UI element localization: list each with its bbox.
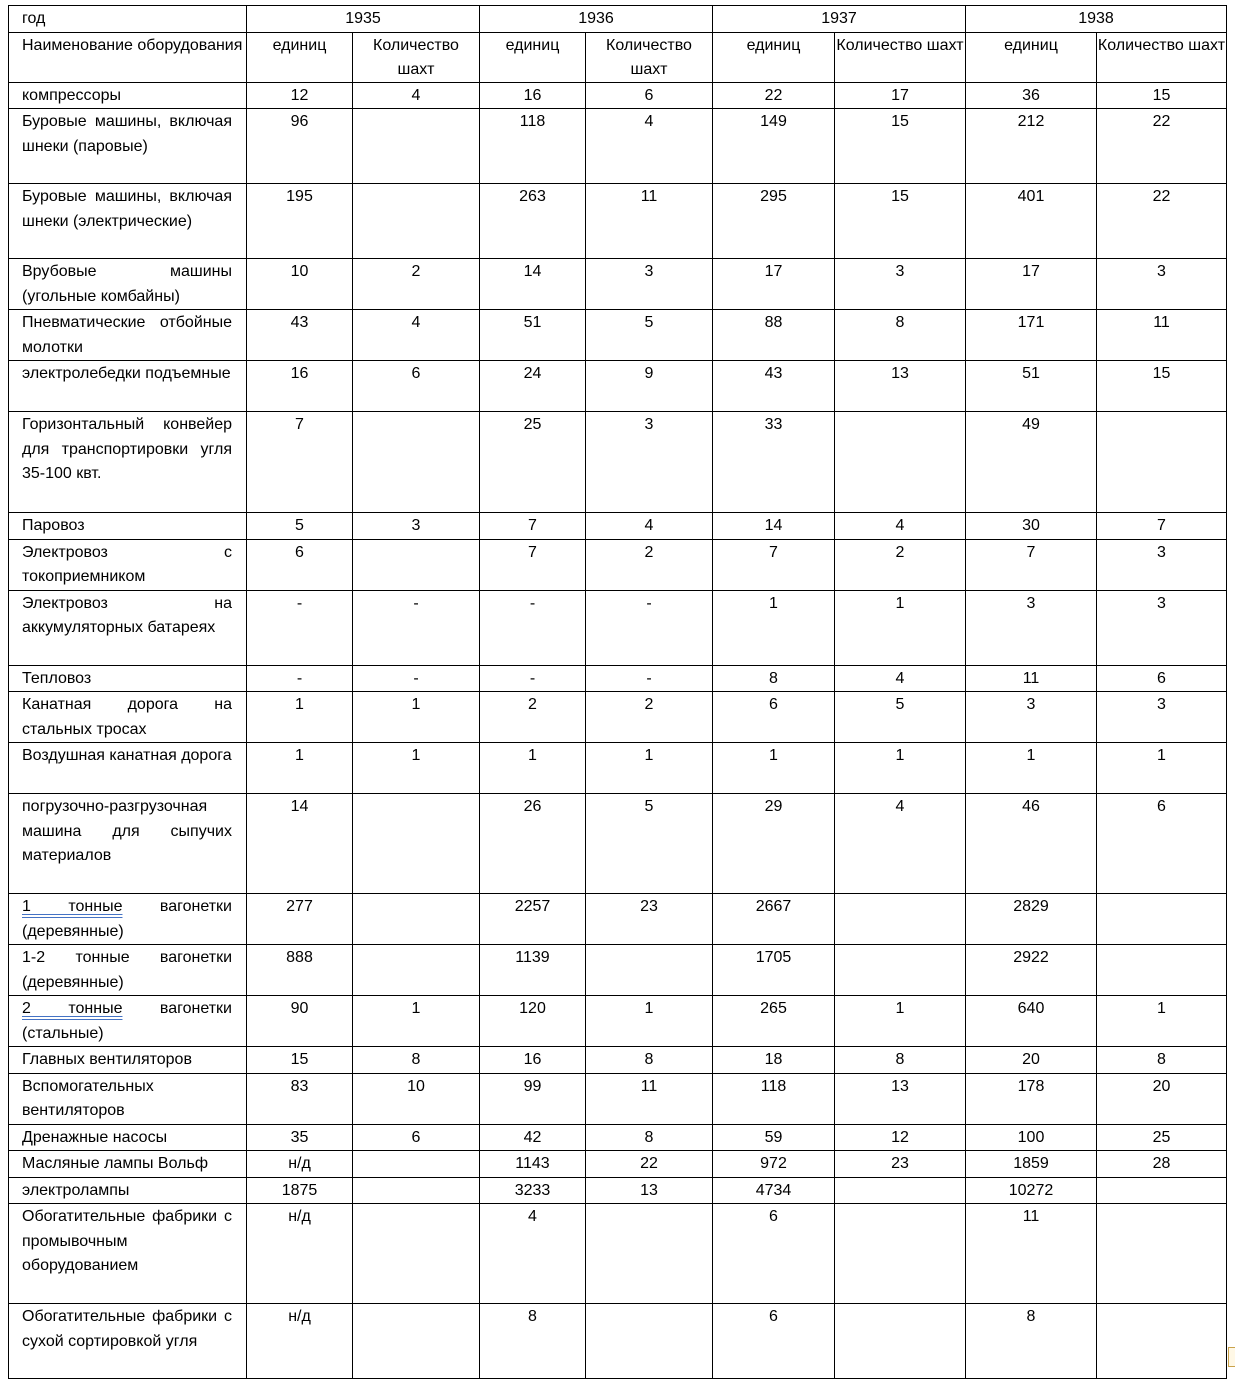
mines-cell: 5 [586, 794, 713, 894]
equipment-name-cell [9, 894, 247, 945]
mines-cell: - [353, 590, 480, 665]
mines-cell: 12 [835, 1124, 966, 1151]
mines-cell: 22 [1097, 109, 1227, 184]
equipment-name-cell [9, 996, 247, 1047]
units-cell: н/д [247, 1151, 353, 1178]
table-row [9, 310, 1227, 361]
units-cell: 120 [480, 996, 586, 1047]
year-1936: 1936 [480, 6, 713, 33]
mines-cell: 1 [353, 743, 480, 794]
mines-cell: - [586, 665, 713, 692]
underlined-text: 1 тонные [22, 898, 123, 915]
mines-header: Количество шахт [835, 32, 966, 82]
year-header-row [9, 6, 1227, 33]
mines-cell: 10 [353, 1073, 480, 1124]
mines-cell: 8 [586, 1124, 713, 1151]
equipment-name-cell [9, 513, 247, 540]
equipment-name-cell [9, 109, 247, 184]
units-cell: 16 [480, 82, 586, 109]
year-1937: 1937 [713, 6, 966, 33]
units-cell: 7 [480, 539, 586, 590]
mines-cell [1097, 1177, 1227, 1204]
equipment-name: Вспомогательных вентиляторов [22, 1077, 154, 1119]
equipment-name: Масляные лампы Вольф [22, 1155, 208, 1172]
mines-cell [835, 412, 966, 513]
mines-cell: 1 [586, 996, 713, 1047]
equipment-name: Тепловоз [22, 669, 92, 687]
mines-cell: 1 [835, 743, 966, 794]
units-cell: 1143 [480, 1151, 586, 1178]
units-cell: 1875 [247, 1177, 353, 1204]
table-row [9, 1073, 1227, 1124]
mines-cell: 6 [586, 82, 713, 109]
table-row [9, 1204, 1227, 1304]
mines-cell: 1 [353, 996, 480, 1047]
units-cell: 10272 [966, 1177, 1097, 1204]
equipment-name-cell [9, 1177, 247, 1204]
units-cell: 99 [480, 1073, 586, 1124]
mines-cell [353, 109, 480, 184]
equipment-name-cell [9, 590, 247, 665]
equipment-name-cell [9, 1047, 247, 1074]
units-cell: 24 [480, 361, 586, 412]
equipment-name: Обогатительные фабрики с сухой сортировкой угля [22, 1308, 232, 1350]
mines-cell: 1 [1097, 996, 1227, 1047]
mines-cell: 3 [1097, 692, 1227, 743]
units-cell: 7 [247, 412, 353, 513]
mines-cell: 11 [586, 1073, 713, 1124]
table-row [9, 996, 1227, 1047]
mines-cell [1097, 945, 1227, 996]
units-cell: 14 [247, 794, 353, 894]
units-cell: 33 [713, 412, 835, 513]
mines-cell [353, 1304, 480, 1379]
units-cell: - [247, 590, 353, 665]
equipment-name: Горизонтальный конвейер для транспортировки угля 35-100 квт. [22, 416, 232, 482]
units-cell: 4 [480, 1204, 586, 1304]
equipment-name-cell [9, 310, 247, 361]
mines-cell [586, 1204, 713, 1304]
units-cell: 17 [966, 259, 1097, 310]
equipment-name-cell [9, 361, 247, 412]
units-cell: 178 [966, 1073, 1097, 1124]
units-cell: 6 [247, 539, 353, 590]
units-cell: 22 [713, 82, 835, 109]
equipment-name-cell [9, 1151, 247, 1178]
units-cell: 88 [713, 310, 835, 361]
units-cell: 295 [713, 184, 835, 259]
units-cell: 11 [966, 665, 1097, 692]
units-cell: 12 [247, 82, 353, 109]
units-cell: 49 [966, 412, 1097, 513]
units-cell: 11 [966, 1204, 1097, 1304]
units-cell: 83 [247, 1073, 353, 1124]
mines-cell: 3 [586, 412, 713, 513]
equipment-name-cell [9, 945, 247, 996]
mines-cell [586, 1304, 713, 1379]
equipment-name: электролебедки подъемные [22, 365, 231, 382]
mines-cell: 3 [353, 513, 480, 540]
mines-cell: 4 [835, 665, 966, 692]
equipment-name-cell [9, 412, 247, 513]
units-header: единиц [713, 32, 835, 82]
equipment-table [8, 5, 1227, 1379]
equipment-name: Буровые машины, включая шнеки (паровые) [22, 113, 232, 155]
mines-cell: 15 [835, 184, 966, 259]
mines-cell: 5 [586, 310, 713, 361]
equipment-name-header: Наименование оборудования [9, 32, 247, 82]
mines-cell: 3 [1097, 590, 1227, 665]
mines-cell: 4 [353, 310, 480, 361]
mines-cell: 20 [1097, 1073, 1227, 1124]
mines-cell: 1 [835, 590, 966, 665]
table-row [9, 82, 1227, 109]
mines-cell: 3 [1097, 259, 1227, 310]
units-cell: 263 [480, 184, 586, 259]
mines-cell [353, 945, 480, 996]
units-cell: 46 [966, 794, 1097, 894]
equipment-name: погрузочно-разгрузочная машина для сыпучих материалов [22, 798, 232, 864]
equipment-name: Электровоз с токоприемником [22, 543, 232, 585]
units-cell: - [480, 590, 586, 665]
equipment-name-cell [9, 692, 247, 743]
units-cell: 43 [713, 361, 835, 412]
equipment-name-cell [9, 184, 247, 259]
units-cell: 35 [247, 1124, 353, 1151]
table-row [9, 945, 1227, 996]
units-cell: 26 [480, 794, 586, 894]
mines-cell: 9 [586, 361, 713, 412]
units-cell: 16 [480, 1047, 586, 1074]
equipment-name: Паровоз [22, 517, 85, 534]
units-cell: - [247, 665, 353, 692]
units-cell: 1859 [966, 1151, 1097, 1178]
mines-cell: 22 [1097, 184, 1227, 259]
units-cell: 3 [966, 590, 1097, 665]
mines-cell [835, 1304, 966, 1379]
table-row [9, 590, 1227, 665]
mines-cell: 6 [1097, 665, 1227, 692]
units-header: единиц [247, 32, 353, 82]
table-row [9, 1124, 1227, 1151]
mines-cell [586, 945, 713, 996]
units-cell: 96 [247, 109, 353, 184]
units-cell: 1705 [713, 945, 835, 996]
mines-cell: 1 [353, 692, 480, 743]
units-cell: 7 [480, 513, 586, 540]
units-cell: 25 [480, 412, 586, 513]
units-cell: 265 [713, 996, 835, 1047]
equipment-name: Пневматические отбойные молотки [22, 314, 232, 356]
mines-cell: 28 [1097, 1151, 1227, 1178]
units-cell: 149 [713, 109, 835, 184]
units-cell: 59 [713, 1124, 835, 1151]
mines-cell: 4 [353, 82, 480, 109]
table-row [9, 539, 1227, 590]
equipment-name: компрессоры [22, 86, 122, 104]
table-row [9, 109, 1227, 184]
table-row [9, 259, 1227, 310]
mines-cell: 3 [586, 259, 713, 310]
equipment-name-cell [9, 82, 247, 109]
mines-cell [1097, 412, 1227, 513]
equipment-name: Воздушная канатная дорога [22, 747, 232, 764]
units-cell: 2829 [966, 894, 1097, 945]
units-cell: 3 [966, 692, 1097, 743]
mines-cell [353, 794, 480, 894]
mines-cell [353, 539, 480, 590]
equipment-name: Электровоз на аккумуляторных батареях [22, 594, 232, 636]
table-row [9, 665, 1227, 692]
table-row [9, 794, 1227, 894]
mines-cell: 3 [835, 259, 966, 310]
equipment-name: Главных вентиляторов [22, 1051, 192, 1068]
units-cell: 1139 [480, 945, 586, 996]
mines-cell: 6 [1097, 794, 1227, 894]
units-cell: 118 [480, 109, 586, 184]
units-cell: 2257 [480, 894, 586, 945]
units-cell: 2 [480, 692, 586, 743]
equipment-name-cell [9, 539, 247, 590]
mines-cell: 1 [1097, 743, 1227, 794]
mines-cell: 4 [835, 513, 966, 540]
table-row [9, 184, 1227, 259]
equipment-name-cell [9, 1073, 247, 1124]
mines-cell: 8 [1097, 1047, 1227, 1074]
mines-cell [835, 1177, 966, 1204]
mines-cell: 25 [1097, 1124, 1227, 1151]
equipment-name-cell [9, 1124, 247, 1151]
units-cell: 36 [966, 82, 1097, 109]
units-cell: - [480, 665, 586, 692]
equipment-name-cell [9, 794, 247, 894]
units-cell: 30 [966, 513, 1097, 540]
units-cell: 14 [713, 513, 835, 540]
units-cell: 2667 [713, 894, 835, 945]
table-row [9, 894, 1227, 945]
units-cell: 5 [247, 513, 353, 540]
mines-cell: 23 [586, 894, 713, 945]
units-cell: 1 [713, 590, 835, 665]
table-row [9, 1177, 1227, 1204]
mines-cell: - [353, 665, 480, 692]
units-cell: н/д [247, 1204, 353, 1304]
mines-cell: 22 [586, 1151, 713, 1178]
units-cell: 20 [966, 1047, 1097, 1074]
units-header: единиц [480, 32, 586, 82]
units-cell: 90 [247, 996, 353, 1047]
units-cell: 14 [480, 259, 586, 310]
mines-cell: 6 [353, 1124, 480, 1151]
mines-cell: 23 [835, 1151, 966, 1178]
units-cell: 17 [713, 259, 835, 310]
mines-cell [835, 1204, 966, 1304]
mines-cell: 11 [1097, 310, 1227, 361]
units-cell: 1 [247, 692, 353, 743]
mines-cell: 2 [586, 692, 713, 743]
mines-cell: 6 [353, 361, 480, 412]
mines-cell [835, 894, 966, 945]
units-cell: 18 [713, 1047, 835, 1074]
mines-cell: 8 [835, 1047, 966, 1074]
units-cell: 171 [966, 310, 1097, 361]
mines-cell: 8 [586, 1047, 713, 1074]
mines-cell: 2 [353, 259, 480, 310]
mines-cell: 17 [835, 82, 966, 109]
mines-cell: 4 [586, 513, 713, 540]
column-header-row [9, 32, 1227, 82]
mines-header: Количество шахт [353, 32, 480, 82]
year-label: год [9, 6, 247, 33]
mines-cell: 13 [835, 361, 966, 412]
mines-cell: 1 [835, 996, 966, 1047]
mines-cell [353, 1177, 480, 1204]
year-1935: 1935 [247, 6, 480, 33]
units-cell: 277 [247, 894, 353, 945]
mines-header: Количество шахт [586, 32, 713, 82]
units-cell: 51 [480, 310, 586, 361]
units-cell: 100 [966, 1124, 1097, 1151]
mines-cell [353, 1204, 480, 1304]
mines-cell: 4 [835, 794, 966, 894]
units-cell: 888 [247, 945, 353, 996]
table-row [9, 361, 1227, 412]
mines-cell: 7 [1097, 513, 1227, 540]
units-cell: 1 [247, 743, 353, 794]
units-cell: 10 [247, 259, 353, 310]
units-cell: 1 [966, 743, 1097, 794]
equipment-name: 1-2 тонные вагонетки (деревянные) [22, 949, 232, 991]
mines-header: Количество шахт [1097, 32, 1227, 82]
table-row [9, 1047, 1227, 1074]
units-cell: 43 [247, 310, 353, 361]
mines-cell: 8 [835, 310, 966, 361]
mines-cell: 3 [1097, 539, 1227, 590]
units-cell: 972 [713, 1151, 835, 1178]
units-cell: 51 [966, 361, 1097, 412]
year-1938: 1938 [966, 6, 1227, 33]
mines-cell [1097, 1204, 1227, 1304]
equipment-name: Дренажные насосы [22, 1128, 168, 1146]
equipment-name: вагонетки (стальные) [22, 1000, 232, 1042]
units-cell: 195 [247, 184, 353, 259]
units-header: единиц [966, 32, 1097, 82]
equipment-name-cell [9, 743, 247, 794]
mines-cell [353, 1151, 480, 1178]
units-cell: 4734 [713, 1177, 835, 1204]
equipment-name: Буровые машины, включая шнеки (электрические) [22, 188, 232, 230]
mines-cell: 15 [835, 109, 966, 184]
mines-cell: - [586, 590, 713, 665]
paste-options-marker[interactable] [1228, 1347, 1235, 1367]
mines-cell [1097, 894, 1227, 945]
mines-cell: 11 [586, 184, 713, 259]
mines-cell [353, 412, 480, 513]
units-cell: 8 [713, 665, 835, 692]
equipment-name: электролампы [22, 1181, 130, 1199]
underlined-text: 2 тонные [22, 1000, 123, 1017]
mines-cell: 13 [586, 1177, 713, 1204]
mines-cell: 1 [586, 743, 713, 794]
units-cell: 3233 [480, 1177, 586, 1204]
units-cell: 118 [713, 1073, 835, 1124]
table-row [9, 1304, 1227, 1379]
units-cell: 1 [480, 743, 586, 794]
table-row [9, 743, 1227, 794]
equipment-name: Обогатительные фабрики с промывочным оборудованием [22, 1208, 232, 1274]
units-cell: н/д [247, 1304, 353, 1379]
mines-cell: 15 [1097, 361, 1227, 412]
mines-cell [1097, 1304, 1227, 1379]
mines-cell: 2 [835, 539, 966, 590]
equipment-name-cell [9, 1204, 247, 1304]
mines-cell [835, 945, 966, 996]
units-cell: 7 [966, 539, 1097, 590]
units-cell: 7 [713, 539, 835, 590]
units-cell: 1 [713, 743, 835, 794]
units-cell: 6 [713, 692, 835, 743]
mines-cell: 4 [586, 109, 713, 184]
units-cell: 15 [247, 1047, 353, 1074]
units-cell: 401 [966, 184, 1097, 259]
equipment-name-cell [9, 259, 247, 310]
mines-cell [353, 184, 480, 259]
mines-cell: 2 [586, 539, 713, 590]
mines-cell: 15 [1097, 82, 1227, 109]
units-cell: 8 [966, 1304, 1097, 1379]
mines-cell: 5 [835, 692, 966, 743]
mines-cell [353, 894, 480, 945]
equipment-name-cell [9, 1304, 247, 1379]
units-cell: 16 [247, 361, 353, 412]
units-cell: 8 [480, 1304, 586, 1379]
table-row [9, 513, 1227, 540]
table-row [9, 692, 1227, 743]
units-cell: 42 [480, 1124, 586, 1151]
equipment-name-cell [9, 665, 247, 692]
equipment-name: Врубовые машины (угольные комбайны) [22, 263, 232, 305]
units-cell: 212 [966, 109, 1097, 184]
table-row [9, 412, 1227, 513]
units-cell: 640 [966, 996, 1097, 1047]
mines-cell: 13 [835, 1073, 966, 1124]
units-cell: 6 [713, 1304, 835, 1379]
equipment-name: вагонетки (деревянные) [22, 898, 232, 940]
table-row [9, 1151, 1227, 1178]
units-cell: 2922 [966, 945, 1097, 996]
equipment-name: Канатная дорога на стальных тросах [22, 696, 232, 738]
units-cell: 29 [713, 794, 835, 894]
units-cell: 6 [713, 1204, 835, 1304]
mines-cell: 8 [353, 1047, 480, 1074]
